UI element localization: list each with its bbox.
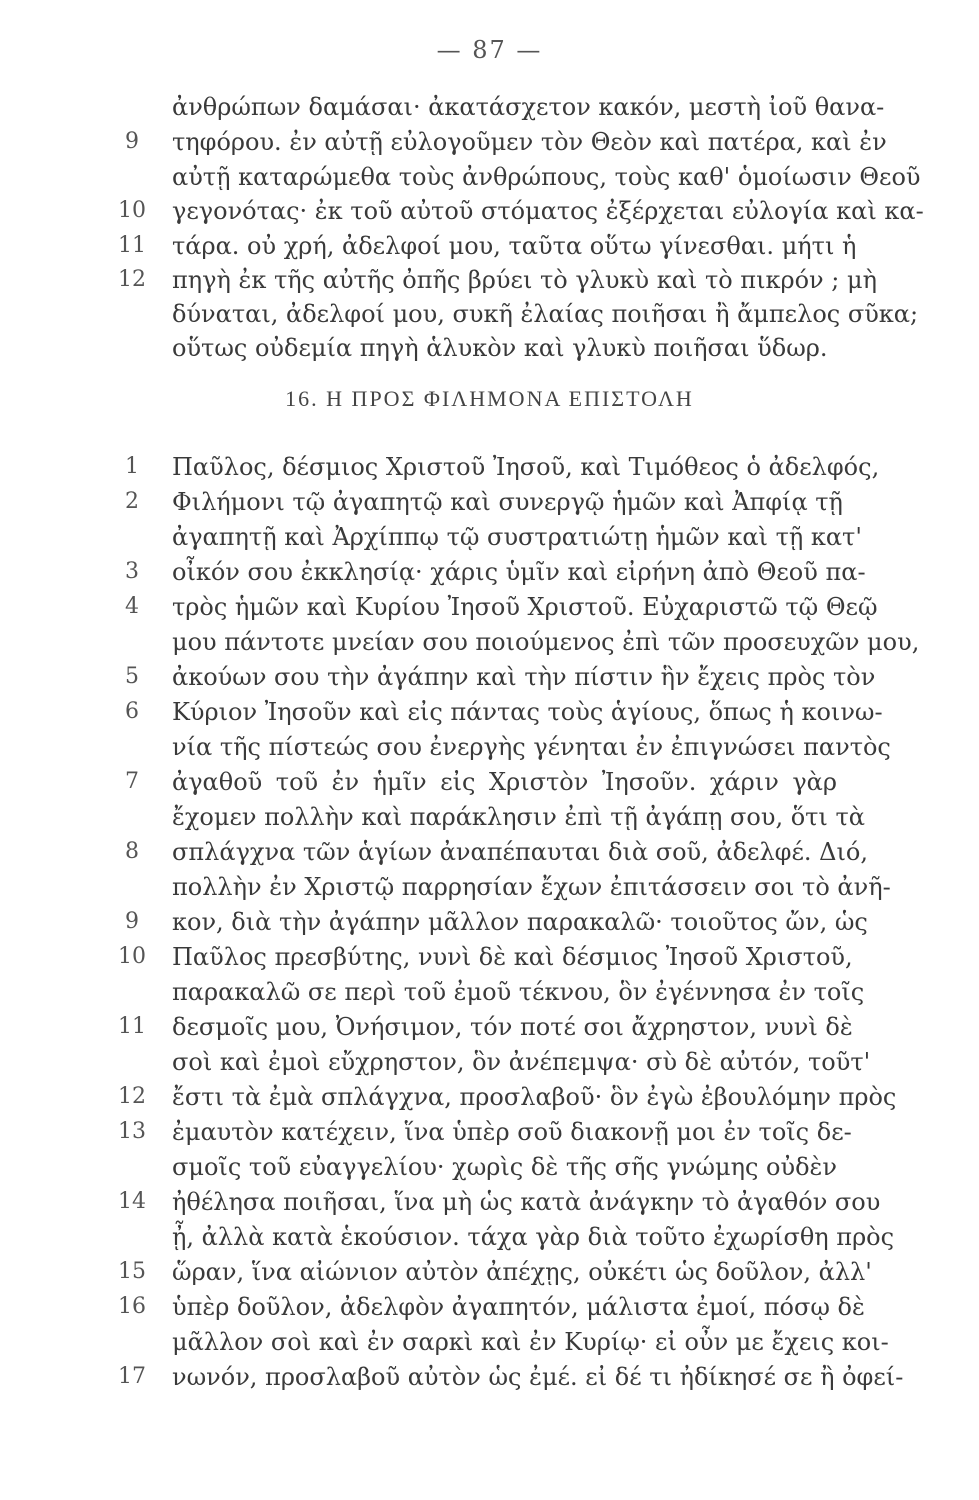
verse-number: 1 (125, 454, 139, 479)
text-line: τρὸς ἡμῶν καὶ Κυρίου Ἰησοῦ Χριστοῦ. Εὐχαριστῶ τῷ Θεῷ (172, 593, 878, 621)
text-line: σμοῖς τοῦ εὐαγγελίου· χωρὶς δὲ τῆς σῆς γνώμης οὐδὲν (172, 1153, 837, 1181)
verse-number: 10 (118, 944, 146, 969)
verse-number: 11 (118, 233, 146, 258)
verse-number: 6 (125, 699, 139, 724)
verse-number: 2 (125, 489, 139, 514)
verse-number: 13 (118, 1119, 146, 1144)
section-title: 16. Η ΠΡΟΣ ΦΙΛΗΜΟΝΑ ΕΠΙΣΤΟΛΗ (285, 386, 694, 411)
text-line: ἀκούων σου τὴν ἀγάπην καὶ τὴν πίστιν ἣν ἔχεις πρὸς τὸν (172, 663, 876, 691)
verse-number: 11 (118, 1014, 146, 1039)
text-line: ἐμαυτὸν κατέχειν, ἵνα ὑπὲρ σοῦ διακονῇ μοι ἐν τοῖς δε- (172, 1118, 852, 1146)
text-line: γεγονότας· ἐκ τοῦ αὐτοῦ στόματος ἐξέρχεται εὐλογία καὶ κα- (172, 197, 924, 225)
text-line: σοὶ καὶ ἐμοὶ εὔχρηστον, ὃν ἀνέπεμψα· σὺ δὲ αὐτόν, τοῦτ' (172, 1048, 871, 1076)
verse-number: 12 (118, 267, 146, 292)
text-line: Παῦλος πρεσβύτης, νυνὶ δὲ καὶ δέσμιος Ἰησοῦ Χριστοῦ, (172, 943, 853, 971)
text-line: ἀνθρώπων δαμάσαι· ἀκατάσχετον κακόν, μεστὴ ἰοῦ θανα- (172, 93, 885, 121)
text-line: Παῦλος, δέσμιος Χριστοῦ Ἰησοῦ, καὶ Τιμόθεος ὁ ἀδελφός, (172, 453, 880, 481)
text-line: πολλὴν ἐν Χριστῷ παρρησίαν ἔχων ἐπιτάσσειν σοι τὸ ἀνῆ- (172, 873, 891, 901)
text-line: σπλάγχνα τῶν ἁγίων ἀναπέπαυται διὰ σοῦ, ἀδελφέ. Διό, (172, 838, 868, 866)
text-line: δύναται, ἀδελφοί μου, συκῆ ἐλαίας ποιῆσαι ἢ ἄμπελος σῦκα; (172, 300, 919, 328)
text-line: μου πάντοτε μνείαν σου ποιούμενος ἐπὶ τῶν προσευχῶν μου, (172, 628, 920, 656)
verse-number: 7 (125, 769, 139, 794)
verse-number: 10 (118, 198, 146, 223)
page-number: — 87 — (436, 36, 543, 64)
text-line: οἶκόν σου ἐκκλησίᾳ· χάρις ὑμῖν καὶ εἰρήνη ἀπὸ Θεοῦ πα- (172, 558, 866, 586)
text-line: νωνόν, προσλαβοῦ αὐτὸν ὡς ἐμέ. εἰ δέ τι ἠδίκησέ σε ἢ ὀφεί- (172, 1363, 904, 1391)
verse-number: 3 (125, 559, 139, 584)
verse-number: 4 (125, 594, 139, 619)
text-line: παρακαλῶ σε περὶ τοῦ ἐμοῦ τέκνου, ὃν ἐγέννησα ἐν τοῖς (172, 978, 865, 1006)
text-line: ἀγαθοῦ τοῦ ἐν ἡμῖν εἰς Χριστὸν Ἰησοῦν. χάριν γὰρ (172, 768, 837, 796)
verse-number: 14 (118, 1189, 146, 1214)
verse-number: 5 (125, 664, 139, 689)
text-line: ᾖ, ἀλλὰ κατὰ ἑκούσιον. τάχα γὰρ διὰ τοῦτο ἐχωρίσθη πρὸς (172, 1223, 895, 1251)
text-line: αὐτῇ καταρώμεθα τοὺς ἀνθρώπους, τοὺς καθ' ὁμοίωσιν Θεοῦ (172, 163, 921, 191)
text-line: Φιλήμονι τῷ ἀγαπητῷ καὶ συνεργῷ ἡμῶν καὶ Ἀπφίᾳ τῇ (172, 488, 843, 516)
verse-number: 15 (118, 1259, 146, 1284)
text-line: ὥραν, ἵνα αἰώνιον αὐτὸν ἀπέχῃς, οὐκέτι ὡς δοῦλον, ἀλλ' (172, 1258, 872, 1286)
verse-number: 9 (125, 129, 139, 154)
verse-number: 17 (118, 1364, 146, 1389)
verse-number: 16 (118, 1294, 146, 1319)
verse-number: 12 (118, 1084, 146, 1109)
text-line: κον, διὰ τὴν ἀγάπην μᾶλλον παρακαλῶ· τοιοῦτος ὤν, ὡς (172, 908, 868, 936)
verse-number: 8 (125, 839, 139, 864)
text-line: τάρα. οὐ χρή, ἀδελφοί μου, ταῦτα οὕτω γίνεσθαι. μήτι ἡ (172, 232, 857, 260)
text-line: δεσμοῖς μου, Ὀνήσιμον, τόν ποτέ σοι ἄχρηστον, νυνὶ δὲ (172, 1013, 853, 1041)
text-line: ἔχομεν πολλὴν καὶ παράκλησιν ἐπὶ τῇ ἀγάπῃ σου, ὅτι τὰ (172, 803, 865, 831)
text-line: ἀγαπητῇ καὶ Ἀρχίππῳ τῷ συστρατιώτῃ ἡμῶν καὶ τῇ κατ' (172, 523, 862, 551)
text-line: Κύριον Ἰησοῦν καὶ εἰς πάντας τοὺς ἁγίους, ὅπως ἡ κοινω- (172, 698, 883, 726)
text-line: τηφόρου. ἐν αὐτῇ εὐλογοῦμεν τὸν Θεὸν καὶ πατέρα, καὶ ἐν (172, 128, 887, 156)
text-line: νία τῆς πίστεώς σου ἐνεργὴς γένηται ἐν ἐπιγνώσει παντὸς (172, 733, 891, 761)
text-line: ἠθέλησα ποιῆσαι, ἵνα μὴ ὡς κατὰ ἀνάγκην τὸ ἀγαθόν σου (172, 1188, 881, 1216)
text-line: οὕτως οὐδεμία πηγὴ ἁλυκὸν καὶ γλυκὺ ποιῆσαι ὕδωρ. (172, 334, 828, 362)
text-line: πηγὴ ἐκ τῆς αὐτῆς ὀπῆς βρύει τὸ γλυκὺ καὶ τὸ πικρόν ; μὴ (172, 266, 877, 294)
text-line: ἔστι τὰ ἐμὰ σπλάγχνα, προσλαβοῦ· ὃν ἐγὼ ἐβουλόμην πρὸς (172, 1083, 897, 1111)
verse-number: 9 (125, 909, 139, 934)
text-line: ὑπὲρ δοῦλον, ἀδελφὸν ἀγαπητόν, μάλιστα ἐμοί, πόσῳ δὲ (172, 1293, 865, 1321)
text-line: μᾶλλον σοὶ καὶ ἐν σαρκὶ καὶ ἐν Κυρίῳ· εἰ οὖν με ἔχεις κοι- (172, 1328, 889, 1356)
